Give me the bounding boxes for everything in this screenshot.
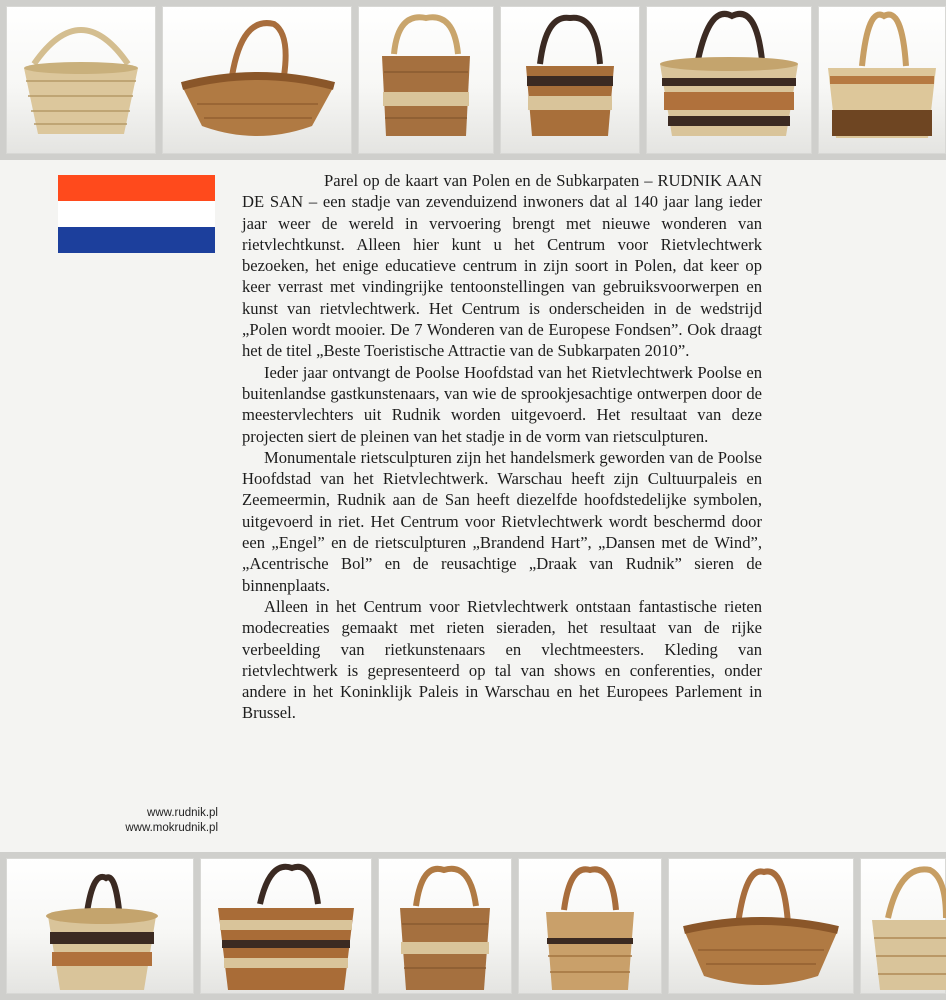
basket-photo	[200, 858, 372, 994]
wicker-basket-icon	[200, 858, 372, 994]
wicker-basket-icon	[668, 858, 854, 994]
basket-photo	[518, 858, 662, 994]
basket-photo-strip-bottom	[0, 852, 946, 1000]
article-paragraph: Monumentale rietsculpturen zijn het handelsmerk geworden van de Poolse Hoofdstad van het Rietvlechtwerk. Warschau heeft zijn Cultuurpaleis en Zeemeermin, Rudnik aan de San heeft diezelfde hoofdstedelijke symbolen, uitgevoerd in riet. Het Centrum voor Rietvlechtwerk wordt beschermd door een „Engel” en de rietsculpturen „Brandend Hart”, „Dansen met de Wind”, „Acentrische Bol” en de reusachtige „Draak van Rudnik” sieren de binnenplaats.	[242, 447, 762, 595]
wicker-basket-icon	[860, 858, 946, 994]
wicker-basket-icon	[6, 6, 156, 154]
basket-photo	[378, 858, 512, 994]
wicker-basket-icon	[378, 858, 512, 994]
dutch-flag	[58, 175, 215, 253]
wicker-basket-icon	[818, 6, 946, 154]
wicker-basket-icon	[6, 858, 194, 994]
basket-photo	[668, 858, 854, 994]
website-link-rudnik[interactable]: www.rudnik.pl	[147, 807, 218, 819]
article-paragraph: Ieder jaar ontvangt de Poolse Hoofdstad van het Rietvlechtwerk Poolse en buitenlandse gastkunstenaars, van wie de sprookjesachtige ontwerpen door de meestervlechters uit Rudnik worden uitgevoerd. Het resultaat van deze projecten siert de pleinen van het stadje in de vorm van rietsculpturen.	[242, 362, 762, 446]
website-links	[40, 806, 218, 836]
basket-photo	[818, 6, 946, 154]
flag-stripe-white	[58, 201, 215, 227]
website-link-mokrudnik[interactable]: www.mokrudnik.pl	[125, 822, 218, 834]
wicker-basket-icon	[518, 858, 662, 994]
basket-photo	[162, 6, 352, 154]
basket-photo	[358, 6, 494, 154]
flag-stripe-blue	[58, 227, 215, 253]
basket-photo	[860, 858, 946, 994]
basket-photo-strip-top	[0, 0, 946, 160]
basket-photo	[500, 6, 640, 154]
basket-photo	[6, 858, 194, 994]
wicker-basket-icon	[162, 6, 352, 154]
wicker-basket-icon	[646, 6, 812, 154]
wicker-basket-icon	[358, 6, 494, 154]
article-paragraph: Alleen in het Centrum voor Rietvlechtwerk ontstaan fantastische rieten modecreaties gemaakt met rieten sieraden, het resultaat van de rijke verbeelding van rietkunstenaars en vlechtmeesters. Kleding van rietvlechtwerk is gepresenteerd op tal van shows en conferenties, onder andere in het Koninklijk Paleis in Warschau en het Europees Parlement in Brussel.	[242, 596, 762, 723]
basket-photo	[6, 6, 156, 154]
article-paragraph: Parel op de kaart van Polen en de Subkarpaten – RUDNIK AAN DE SAN – een stadje van zevenduizend inwoners dat al 140 jaar lang ieder jaar weer de wereld in vervoering brengt met nieuwe wonderen van rietvlechtkunst. Alleen hier kunt u het Centrum voor Rietvlechtwerk bezoeken, het enige educatieve centrum in zijn soort in Polen, dat keer op keer verrast met vindingrijke tentoonstellingen van gebruiksvoorwerpen en kunst van rietvlechtwerk. Het Centrum is onderscheiden in de wedstrijd „Polen wordt mooier. De 7 Wonderen van de Europese Fondsen”. Ook draagt het de titel „Beste Toeristische Attractie van de Subkarpaten 2010”.	[242, 171, 762, 361]
wicker-basket-icon	[500, 6, 640, 154]
flag-stripe-red	[58, 175, 215, 201]
article-text	[242, 170, 762, 724]
basket-photo	[646, 6, 812, 154]
